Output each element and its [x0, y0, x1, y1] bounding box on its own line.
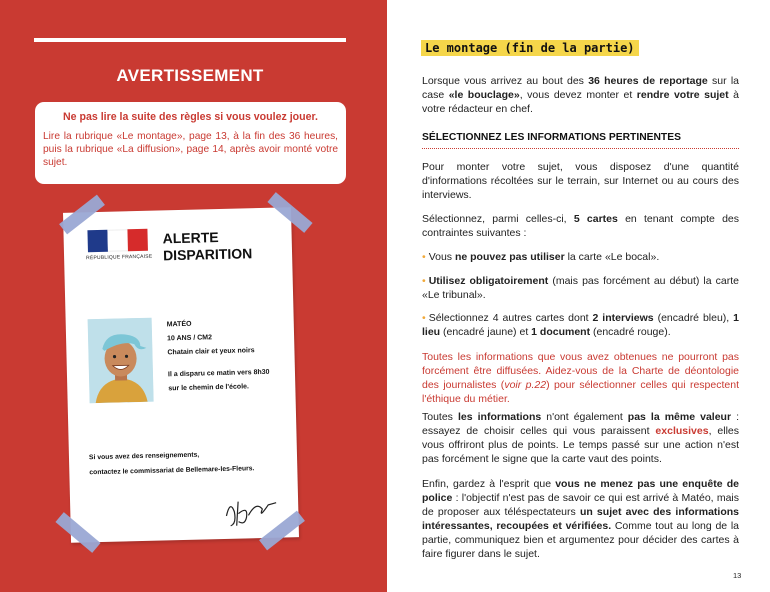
text-bold: «le bouclage»: [448, 89, 520, 101]
text-run: en tenant compte des contraintes suivantes :: [422, 213, 739, 239]
text-bold: Utilisez obligatoirement: [428, 275, 549, 287]
bullet-icon: •: [422, 312, 426, 324]
paragraph-ethics: [422, 350, 739, 406]
child-info: [167, 316, 270, 396]
text-bold: vous ne menez pas une enquête de police: [422, 478, 739, 504]
text-run: Enfin, gardez à l'esprit que: [422, 478, 556, 490]
contact-line-1: Si vous avez des renseignements,: [88, 451, 200, 462]
text-run: : essayez de choisir celles qui vous paraissent: [422, 411, 739, 437]
text-run: Toutes: [422, 411, 458, 423]
child-name: MATÉO: [166, 320, 192, 329]
text-bold: 1 document: [531, 326, 591, 338]
text-run: (encadré jaune) et: [440, 326, 532, 338]
republique-label: RÉPUBLIQUE FRANÇAISE: [86, 253, 153, 262]
text-run: Lorsque vous arrivez au bout des: [422, 75, 589, 87]
text-run: à votre rédacteur en chef.: [422, 89, 739, 115]
text-bold: rendre votre sujet: [636, 89, 729, 101]
text-run: : l'objectif n'est pas de savoir ce qui est arrivé à Matéo, mais de proposer aux téléspectateurs: [422, 492, 739, 518]
paragraph-value: [422, 410, 739, 466]
bullet-bocal: [422, 250, 739, 264]
disappearance-line-2: sur le chemin de l'école.: [168, 383, 250, 393]
missing-poster: [63, 207, 299, 542]
text-run: ) pour sélectionner celles qui respectent l'éthique du métier.: [422, 379, 739, 405]
bullet-icon: •: [422, 275, 426, 287]
text-run: (encadré bleu),: [653, 312, 734, 324]
paragraph-quantity: Pour monter votre sujet, vous disposez d'une quantité d'informations récoltées sur le terrain, sur Internet ou au cours des interviews.: [422, 161, 739, 201]
text-run: , vous devez monter et: [519, 89, 637, 101]
text-run: la carte «Le bocal».: [564, 251, 660, 263]
text-bold: 36 heures de reportage: [588, 75, 708, 87]
text-run: (mais pas forcément au début) la carte «Le tribunal».: [422, 275, 740, 301]
warning-title: AVERTISSEMENT: [116, 66, 264, 85]
divider: [34, 38, 346, 42]
french-flag-icon: [87, 229, 150, 253]
text-run: Sélectionnez 4 autres cartes dont: [428, 312, 593, 324]
contact-line-2: contactez le commissariat de Bellemare-les-Fleurs.: [89, 465, 255, 477]
text-bold: un sujet avec des informations intéressantes, recoupées et vérifiées.: [422, 506, 739, 532]
disappearance-line-1: Il a disparu ce matin vers 8h30: [167, 368, 270, 379]
text-bold: pas la même valeur: [627, 411, 732, 423]
text-italic-link: voir p.22: [504, 379, 547, 391]
text-run: Comme tout au long de la partie, communiquez bien et argumentez pour décider des cartes à faire figurer dans le sujet.: [422, 520, 739, 560]
bullet-tribunal: [422, 274, 739, 302]
boy-portrait-icon: [88, 318, 154, 404]
text-bold: 1 lieu: [422, 312, 739, 338]
text-bold: 2 interviews: [592, 312, 654, 324]
alert-line-2: DISPARITION: [162, 245, 253, 264]
signature-icon: [220, 491, 281, 530]
paragraph-conclusion: [422, 477, 739, 561]
text-run: Vous: [428, 251, 455, 263]
text-bold: les informations: [457, 411, 542, 423]
child-portrait: [88, 318, 154, 404]
text-run: n'ont également: [541, 411, 628, 423]
text-bold: 5 cartes: [573, 213, 618, 225]
text-run: , elles vous offriront plus de points. Le temps passé sur une action n'est pas forcément le signe que la carte vaut des points.: [422, 425, 739, 465]
text-bold: ne pouvez pas utiliser: [454, 251, 565, 263]
warning-text: Lire la rubrique «Le montage», page 13, à la fin des 36 heures, puis la rubrique «La diffusion», page 14, après avoir monté votre sujet.: [43, 131, 338, 168]
text-run: Sélectionnez, parmi celles-ci,: [422, 213, 574, 225]
contact-text: [89, 446, 255, 480]
page-number: 13: [733, 571, 742, 580]
warning-strong-text: Ne pas lire la suite des règles si vous voulez jouer.: [63, 111, 318, 123]
text-run: Toutes les informations que vous avez obtenues ne pourront pas forcément être diffusées. Aidez-vous de la Charte de déontologie des journalistes (: [422, 351, 739, 391]
alert-title: [162, 228, 252, 264]
alert-line-1: ALERTE: [162, 229, 219, 247]
subsection-title: SÉLECTIONNEZ LES INFORMATIONS PERTINENTES: [422, 132, 739, 149]
bullet-icon: •: [422, 251, 426, 263]
warning-box: [35, 102, 346, 184]
text-run: sur la case: [422, 75, 740, 101]
paragraph-select: [422, 212, 739, 240]
child-description: Chatain clair et yeux noirs: [167, 347, 255, 357]
bullet-other-cards: [422, 311, 739, 339]
child-age: 10 ANS / CM2: [167, 334, 213, 343]
section-title: Le montage (fin de la partie): [421, 40, 639, 56]
text-bold-red: exclusives: [655, 425, 709, 437]
paragraph-intro: [422, 74, 739, 116]
text-run: (encadré rouge).: [590, 326, 671, 338]
